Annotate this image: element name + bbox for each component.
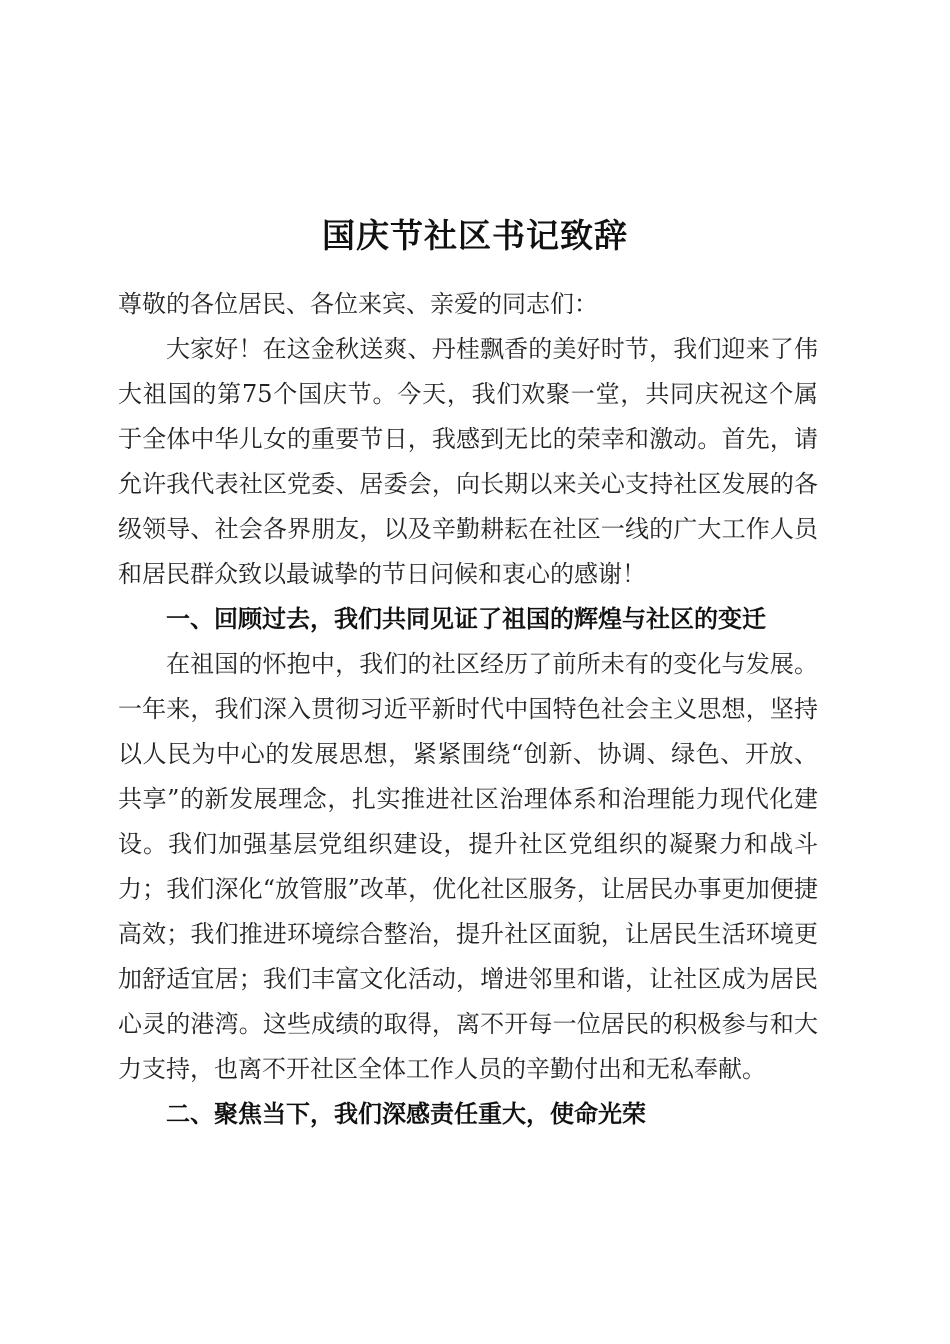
paragraph-opening: 大家好！在这金秋送爽、丹桂飘香的美好时节，我们迎来了伟大祖国的第75个国庆节。今天，我们欢聚一堂，共同庆祝这个属于全体中华儿女的重要节日，我感到无比的荣幸和激动。首先，请允许我代表社区党委、居委会，向长期以来关心支持社区发展的各级领导、社会各界朋友，以及辛勤耕耘在社区一线的广大工作人员和居民群众致以最诚挚的节日问候和衷心的感谢！	[118, 335, 818, 588]
document-title: 国庆节社区书记致辞	[322, 216, 628, 255]
salutation: 尊敬的各位居民、各位来宾、亲爱的同志们：	[118, 290, 598, 318]
section-heading-1: 一、回顾过去，我们共同见证了祖国的辉煌与社区的变迁	[166, 605, 766, 633]
section-heading-2: 二、聚焦当下，我们深感责任重大，使命光荣	[166, 1100, 646, 1128]
document-body	[118, 282, 818, 1137]
paragraph-review: 在祖国的怀抱中，我们的社区经历了前所未有的变化与发展。一年来，我们深入贯彻习近平新时代中国特色社会主义思想，坚持以人民为中心的发展思想，紧紧围绕“创新、协调、绿色、开放、共享”的新发展理念，扎实推进社区治理体系和治理能力现代化建设。我们加强基层党组织建设，提升社区党组织的凝聚力和战斗力；我们深化“放管服”改革，优化社区服务，让居民办事更加便捷高效；我们推进环境综合整治，提升社区面貌，让居民生活环境更加舒适宜居；我们丰富文化活动，增进邻里和谐，让社区成为居民心灵的港湾。这些成绩的取得，离不开每一位居民的积极参与和大力支持，也离不开社区全体工作人员的辛勤付出和无私奉献。	[118, 650, 818, 1083]
